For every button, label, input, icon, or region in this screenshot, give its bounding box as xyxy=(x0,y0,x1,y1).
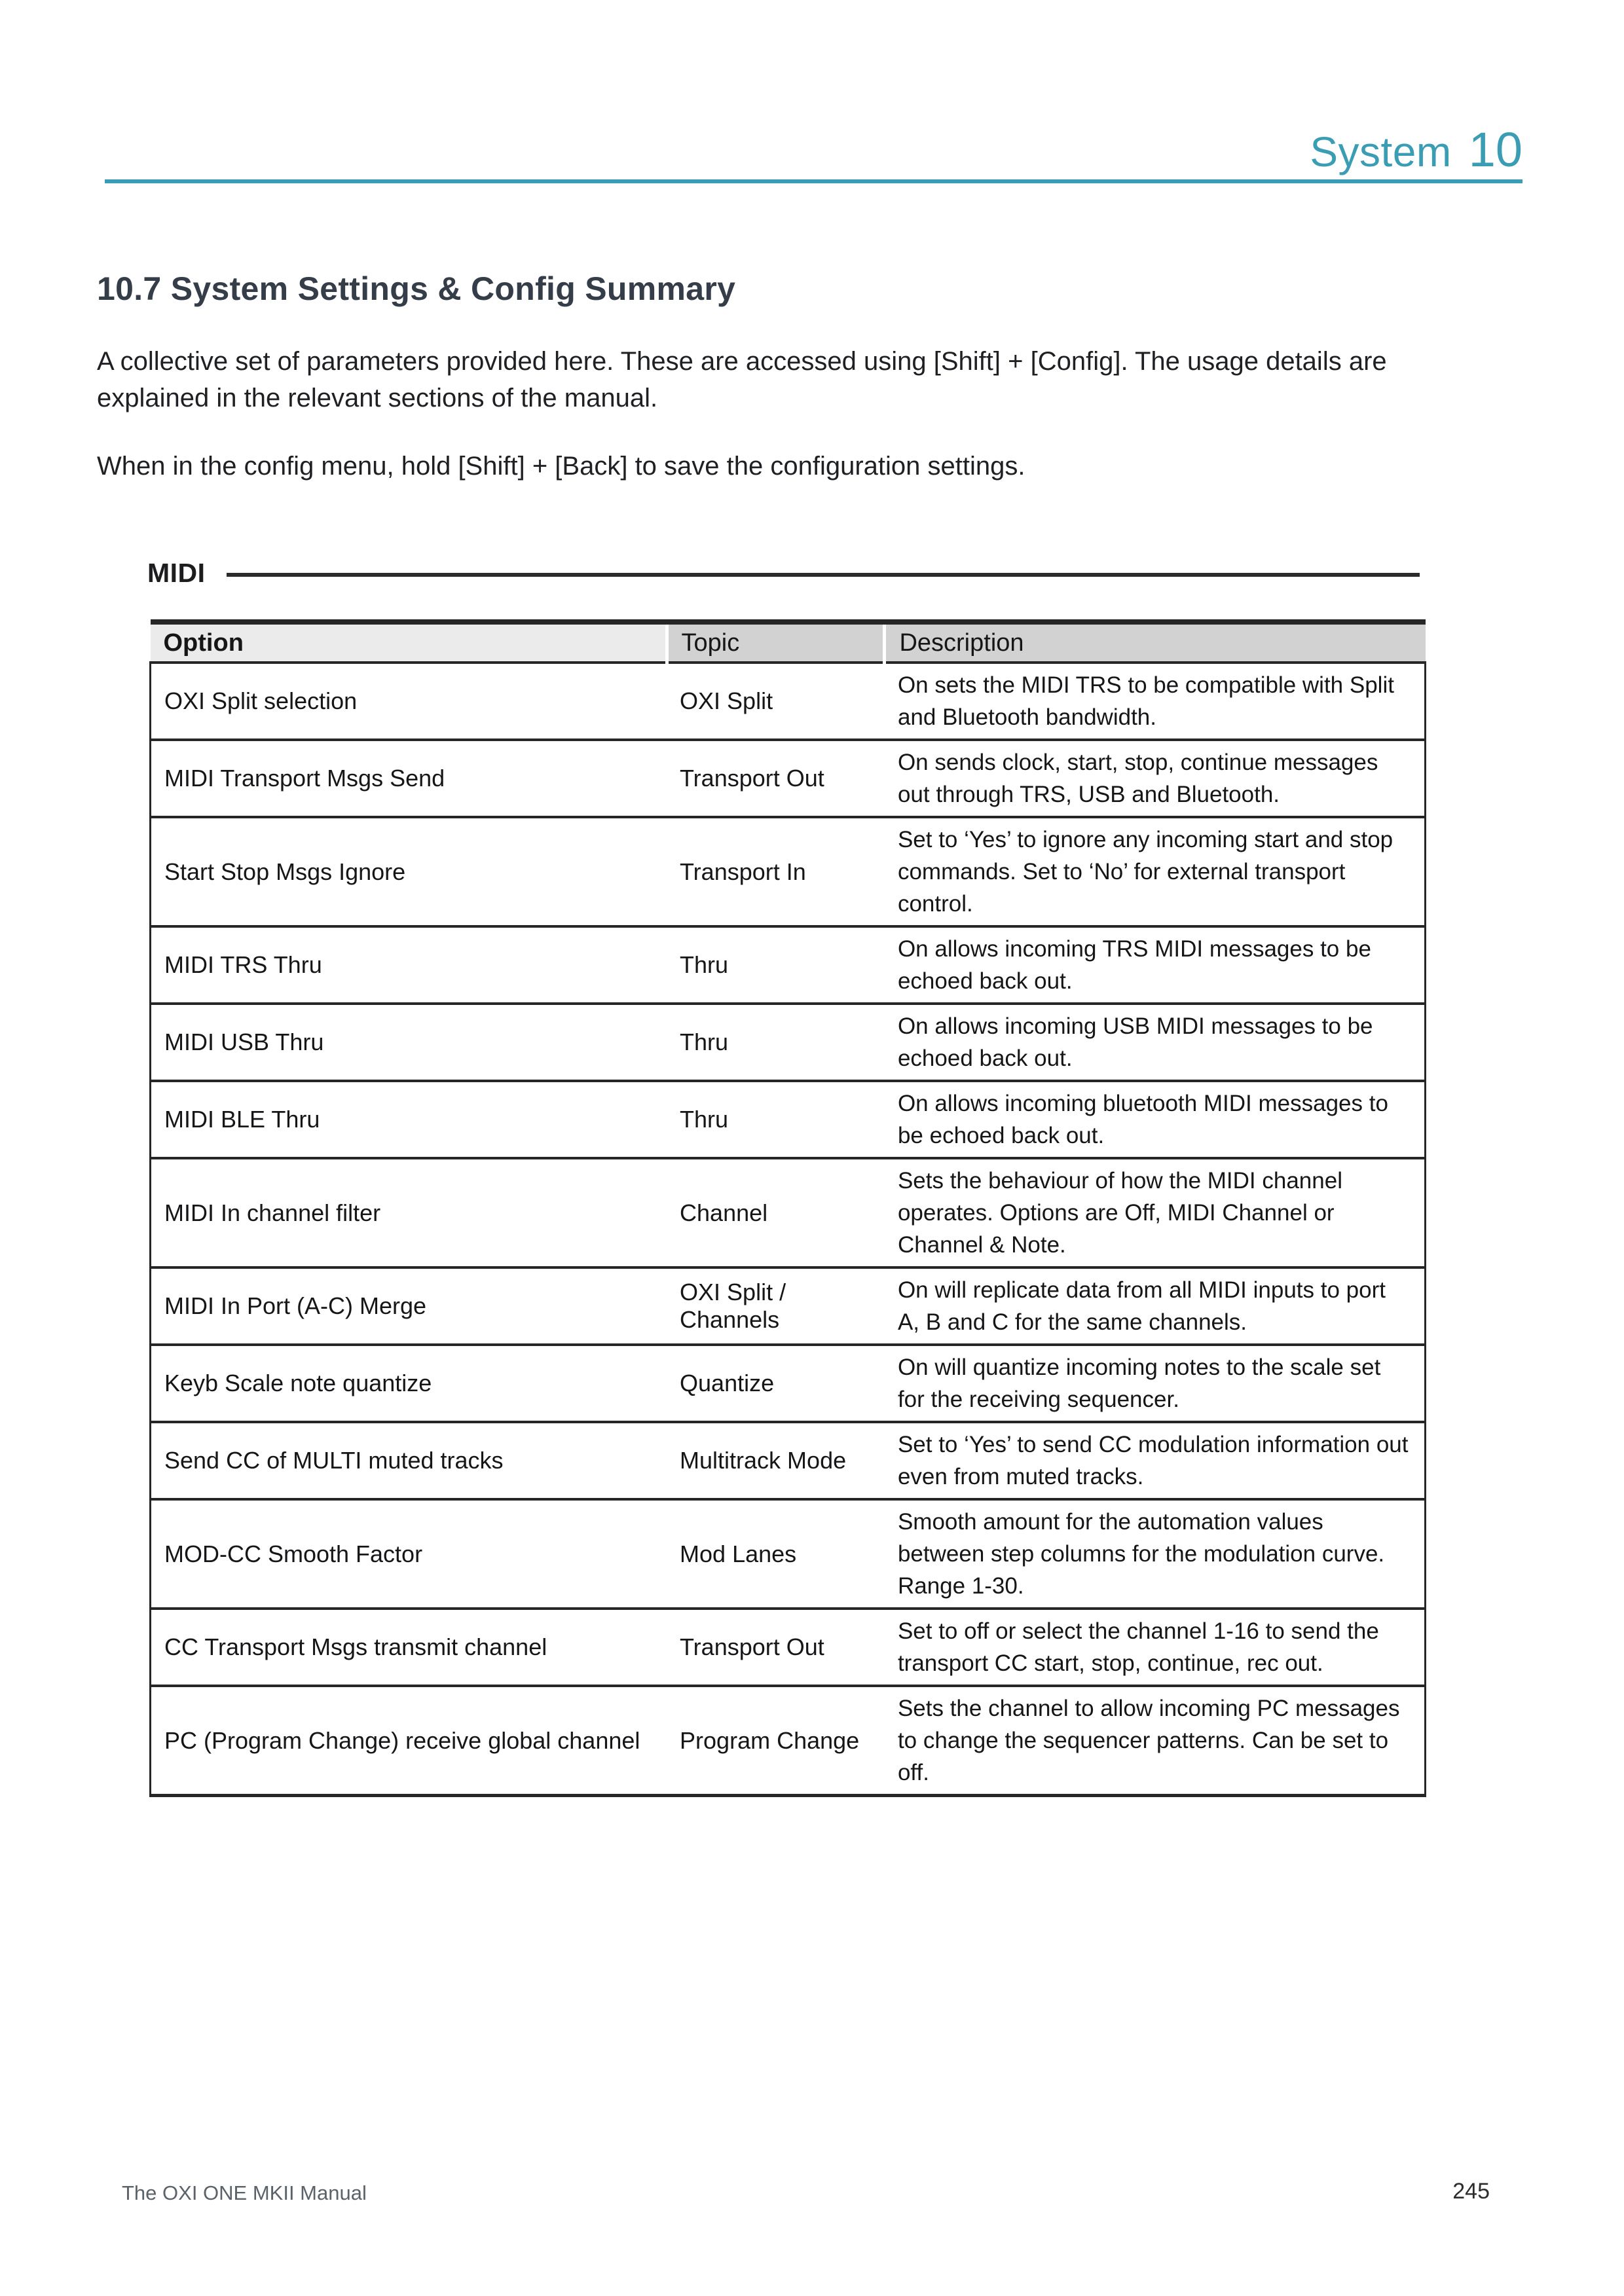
table-row xyxy=(151,1158,1426,1267)
column-header-description: Description xyxy=(885,622,1426,663)
table-row xyxy=(151,1422,1426,1499)
table-row xyxy=(151,926,1426,1004)
intro-paragraph: A collective set of parameters provided here. These are accessed using [Shift] + [Config]. The usage details are explained in the relevant sections of the manual. xyxy=(97,347,1387,412)
option-cell: CC Transport Msgs transmit channel xyxy=(151,1609,667,1686)
table-header-row xyxy=(151,622,1426,663)
chapter-label: System xyxy=(1310,128,1452,175)
table-row xyxy=(151,663,1426,740)
topic-cell: Program Change xyxy=(667,1686,885,1796)
footer-manual-name: The OXI ONE MKII Manual xyxy=(122,2181,367,2204)
description-cell: On allows incoming bluetooth MIDI messages to be echoed back out. xyxy=(885,1081,1426,1158)
description-cell: Smooth amount for the automation values between step columns for the modulation curve. Range 1-30. xyxy=(885,1499,1426,1609)
topic-cell: OXI Split xyxy=(667,663,885,740)
description-cell: On sets the MIDI TRS to be compatible with Split and Bluetooth bandwidth. xyxy=(885,663,1426,740)
chapter-number: 10 xyxy=(1468,122,1522,177)
table-row xyxy=(151,740,1426,817)
table-row xyxy=(151,1004,1426,1081)
option-cell: Start Stop Msgs Ignore xyxy=(151,817,667,926)
section-title: 10.7 System Settings & Config Summary xyxy=(97,270,736,307)
description-cell: Set to off or select the channel 1-16 to send the transport CC start, stop, continue, rec out. xyxy=(885,1609,1426,1686)
midi-section-rule xyxy=(227,573,1420,577)
settings-table xyxy=(149,619,1426,1797)
description-cell: Sets the channel to allow incoming PC messages to change the sequencer patterns. Can be set to off. xyxy=(885,1686,1426,1796)
settings-table-container xyxy=(149,619,1426,1797)
topic-cell: Transport In xyxy=(667,817,885,926)
midi-section-label: MIDI xyxy=(147,558,206,588)
table-row xyxy=(151,1267,1426,1345)
settings-table-body xyxy=(151,663,1426,1796)
description-cell: On allows incoming USB MIDI messages to be echoed back out. xyxy=(885,1004,1426,1081)
table-row xyxy=(151,1499,1426,1609)
topic-cell: Transport Out xyxy=(667,740,885,817)
description-cell: On sends clock, start, stop, continue messages out through TRS, USB and Bluetooth. xyxy=(885,740,1426,817)
topic-cell: OXI Split / Channels xyxy=(667,1267,885,1345)
table-row xyxy=(151,1686,1426,1796)
option-cell: Send CC of MULTI muted tracks xyxy=(151,1422,667,1499)
option-cell: MIDI Transport Msgs Send xyxy=(151,740,667,817)
midi-section-header xyxy=(147,558,1420,589)
column-header-topic: Topic xyxy=(667,622,885,663)
note-paragraph: When in the config menu, hold [Shift] + [Back] to save the configuration settings. xyxy=(97,452,1025,481)
topic-cell: Quantize xyxy=(667,1345,885,1422)
topic-cell: Mod Lanes xyxy=(667,1499,885,1609)
topic-cell: Thru xyxy=(667,1081,885,1158)
column-header-option: Option xyxy=(151,622,667,663)
footer-page-number: 245 xyxy=(1452,2179,1490,2204)
description-cell: Sets the behaviour of how the MIDI channel operates. Options are Off, MIDI Channel or Channel & Note. xyxy=(885,1158,1426,1267)
option-cell: PC (Program Change) receive global channel xyxy=(151,1686,667,1796)
description-cell: Set to ‘Yes’ to send CC modulation information out even from muted tracks. xyxy=(885,1422,1426,1499)
option-cell: MIDI USB Thru xyxy=(151,1004,667,1081)
topic-cell: Thru xyxy=(667,1004,885,1081)
topic-cell: Channel xyxy=(667,1158,885,1267)
option-cell: MIDI BLE Thru xyxy=(151,1081,667,1158)
table-row xyxy=(151,1081,1426,1158)
option-cell: Keyb Scale note quantize xyxy=(151,1345,667,1422)
option-cell: MOD-CC Smooth Factor xyxy=(151,1499,667,1609)
table-row xyxy=(151,817,1426,926)
option-cell: OXI Split selection xyxy=(151,663,667,740)
topic-cell: Multitrack Mode xyxy=(667,1422,885,1499)
topic-cell: Transport Out xyxy=(667,1609,885,1686)
table-row xyxy=(151,1345,1426,1422)
description-cell: Set to ‘Yes’ to ignore any incoming start and stop commands. Set to ‘No’ for external transport control. xyxy=(885,817,1426,926)
chapter-header xyxy=(1310,122,1522,177)
description-cell: On will quantize incoming notes to the scale set for the receiving sequencer. xyxy=(885,1345,1426,1422)
settings-table-head xyxy=(151,622,1426,663)
table-row xyxy=(151,1609,1426,1686)
description-cell: On will replicate data from all MIDI inputs to port A, B and C for the same channels. xyxy=(885,1267,1426,1345)
topic-cell: Thru xyxy=(667,926,885,1004)
option-cell: MIDI TRS Thru xyxy=(151,926,667,1004)
option-cell: MIDI In channel filter xyxy=(151,1158,667,1267)
description-cell: On allows incoming TRS MIDI messages to be echoed back out. xyxy=(885,926,1426,1004)
chapter-rule-divider xyxy=(105,179,1522,183)
option-cell: MIDI In Port (A-C) Merge xyxy=(151,1267,667,1345)
